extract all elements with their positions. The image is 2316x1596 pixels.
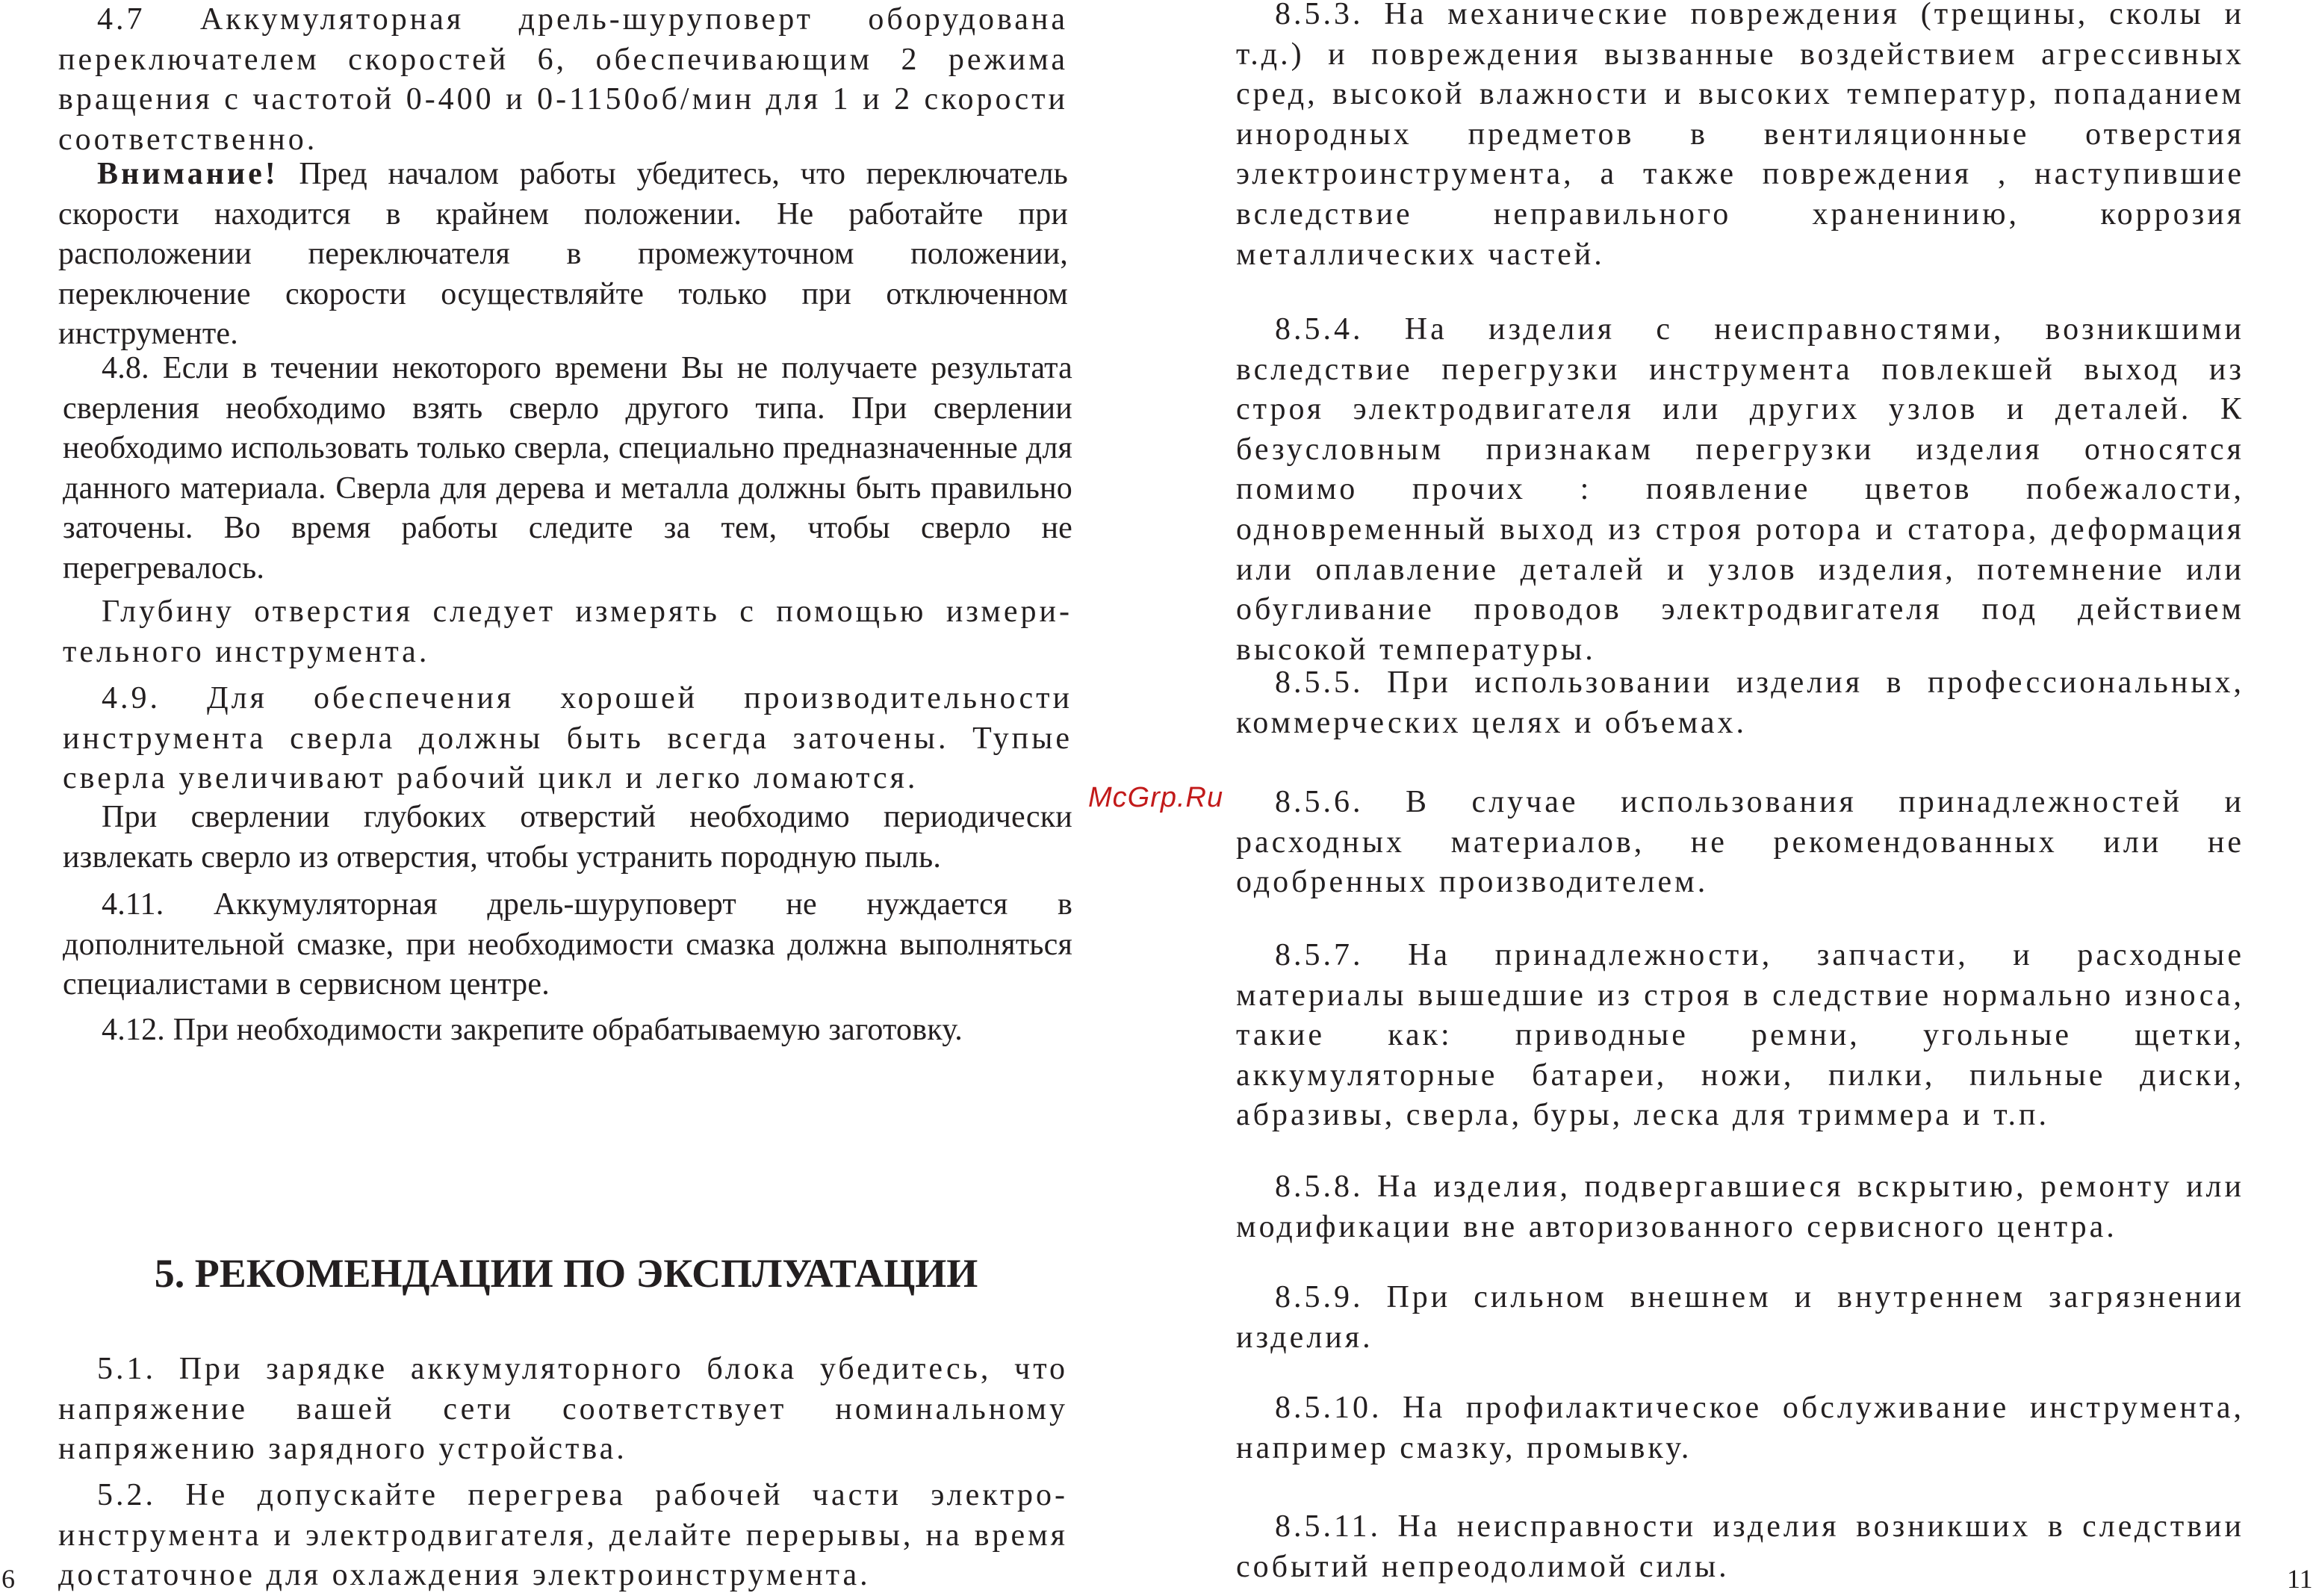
- paragraph-8-5-10: 8.5.10. На профилактическое обслуживание инструмента, например смазку, промывку.: [1236, 1391, 2244, 1465]
- paragraph-4-11: 4.11. Аккумуляторная дрель-шуруповерт не нуждается в дополнительной смазке, при необходимости смазка должна выполняться специалистами в сервисном центре.: [63, 887, 1072, 1002]
- paragraph-4-8-depth: Глубину отверстия следует измерять с помощью измери-тельного инструмента.: [63, 594, 1072, 669]
- paragraph-8-5-8: 8.5.8. На изделия, подвергавшиеся вскрытию, ремонту или модификации вне авторизованного сервисного центра.: [1236, 1170, 2244, 1244]
- warning-label: Внимание!: [97, 157, 279, 191]
- page-number-left: 6: [1, 1564, 15, 1594]
- paragraph-warning: [58, 155, 1068, 355]
- paragraph-8-5-11: 8.5.11. На неисправности изделия возникших в следствии событий непреодолимой силы.: [1236, 1509, 2244, 1584]
- section-heading: 5. РЕКОМЕНДАЦИИ ПО ЭКСПЛУАТАЦИИ: [154, 1251, 978, 1296]
- paragraph-8-5-4: 8.5.4. На изделия с неисправностями, возникшими вследствие перегрузки инструмента повлекшей выход из строя электродвигателя или других узлов и деталей. К безусловным признакам перегрузки изделия относятся помимо прочих : появление цветов побежалости, одновременный выход из строя ротора и статора, деформация или оплавление деталей и узлов изделия, потемнение или обугливание проводов электродвигателя под действием высокой температуры.: [1236, 312, 2244, 667]
- paragraph-5-2: 5.2. Не допускайте перегрева рабочей части электро-инструмента и электродвигателя, делайте перерывы, на время достаточное для охлаждения электроинструмента.: [58, 1478, 1068, 1593]
- paragraph-8-5-3: 8.5.3. На механические повреждения (трещины, сколы и т.д.) и повреждения вызванные воздействием агрессивных сред, высокой влажности и высоких температур, попаданием инородных предметов в вентиляционные отверстия электроинструмента, а также повреждения , наступившие вследствие неправильного храненинию, коррозия металлических частей.: [1236, 0, 2244, 272]
- paragraph-4-12: 4.12. При необходимости закрепите обрабатываемую заготовку.: [102, 1013, 963, 1047]
- paragraph-8-5-5: 8.5.5. При использовании изделия в профессиональных, коммерческих целях и объемах.: [1236, 665, 2244, 740]
- paragraph-4-8: 4.8. Если в течении некоторого времени Вы не получаете результата сверления необходимо взять сверло другого типа. При сверлении необходимо использовать только сверла, специально предназначенные для данного материала. Сверла для дерева и металла должны быть правильно заточены. Во время работы следите за тем, чтобы сверло не перегревалось.: [63, 351, 1072, 586]
- paragraph-8-5-6: 8.5.6. В случае использования принадлежностей и расходных материалов, не рекомендованных или не одобренных производителем.: [1236, 785, 2244, 900]
- paragraph-4-9: 4.9. Для обеспечения хорошей производительности инструмента сверла должны быть всегда заточены. Тупые сверла увеличивают рабочий цикл и легко ломаются.: [63, 681, 1072, 796]
- watermark: McGrp.Ru: [1088, 782, 1224, 813]
- paragraph-4-9-deep-holes: При сверлении глубоких отверстий необходимо периодически извлекать сверло из отверстия, чтобы устранить породную пыль.: [63, 800, 1072, 875]
- page-number-right: 11: [2287, 1564, 2313, 1594]
- paragraph-8-5-7: 8.5.7. На принадлежности, запчасти, и расходные материалы вышедшие из строя в следствие нормально износа, такие как: приводные ремни, угольные щетки, аккумуляторные батареи, ножи, пилки, пильные диски, абразивы, сверла, буры, леска для триммера и т.п.: [1236, 938, 2244, 1133]
- paragraph-8-5-9: 8.5.9. При сильном внешнем и внутреннем загрязнении изделия.: [1236, 1280, 2244, 1355]
- paragraph-4-7: 4.7 Аккумуляторная дрель-шуруповерт оборудована переключателем скоростей 6, обеспечивающим 2 режима вращения с частотой 0-400 и 0-1150об/мин для 1 и 2 скорости соответственно.: [58, 2, 1068, 157]
- warning-text: Пред началом работы убедитесь, что переключатель скорости находится в крайнем положении. Не работайте при расположении переключателя в промежуточном положении, переключение скорости осуществляйте только при отключенном инструменте.: [58, 157, 1068, 352]
- paragraph-5-1: 5.1. При зарядке аккумуляторного блока убедитесь, что напряжение вашей сети соответствует номинальному напряжению зарядного устройства.: [58, 1352, 1068, 1467]
